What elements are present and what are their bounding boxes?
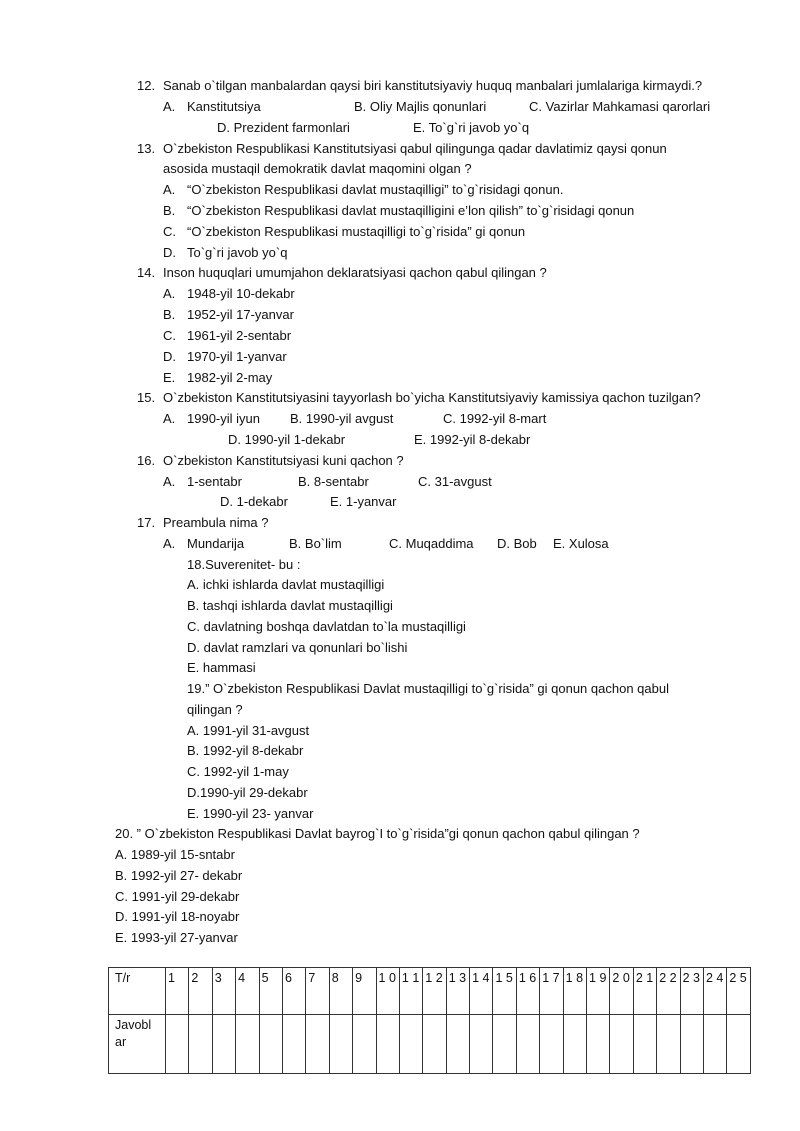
answer-table	[108, 967, 751, 1074]
answer-table-answer-cell[interactable]	[633, 1015, 656, 1074]
answer-table-answer-cell[interactable]	[516, 1015, 539, 1074]
q13-option-c-letter: C.	[163, 224, 176, 239]
answer-table-answer-cell[interactable]	[189, 1015, 212, 1074]
q19-option-a: A. 1991-yil 31-avgust	[187, 723, 310, 738]
q19-option-c: C. 1992-yil 1-may	[187, 764, 289, 779]
q16-text: O`zbekiston Kanstitutsiyasi kuni qachon ?	[163, 453, 404, 468]
q20-option-b: B. 1992-yil 27- dekabr	[115, 868, 243, 883]
answer-table-number-cell: 1 7	[540, 968, 563, 1015]
answer-table-answer-cell[interactable]	[446, 1015, 469, 1074]
q18-option-d: D. davlat ramzlari va qonunlari bo`lishi	[187, 640, 408, 655]
q12-option-a: Kanstitutsiya	[187, 99, 261, 114]
q15-number: 15.	[137, 390, 156, 405]
q13-option-c: “O`zbekiston Respublikasi mustaqilligi to`g`risida” gi qonun	[187, 224, 526, 239]
answer-table-answer-cell[interactable]	[236, 1015, 259, 1074]
answer-table-number-cell: 5	[259, 968, 282, 1015]
answer-table-answer-cell[interactable]	[680, 1015, 703, 1074]
q17-option-a: Mundarija	[187, 536, 245, 551]
q12-option-b: B. Oliy Majlis qonunlari	[354, 99, 487, 114]
answer-table-number-cell: 3	[212, 968, 235, 1015]
q14-option-b-letter: B.	[163, 307, 176, 322]
answer-table-number-cell: 1 3	[446, 968, 469, 1015]
q19-option-e: E. 1990-yil 23- yanvar	[187, 806, 314, 821]
q20-option-d: D. 1991-yil 18-noyabr	[115, 909, 240, 924]
answer-table-number-cell: 6	[282, 968, 305, 1015]
answer-table-answers-label: Javobl ar	[109, 1015, 166, 1074]
q20-text: 20. ” O`zbekiston Respublikasi Davlat bayrog`I to`g`risida”gi qonun qachon qabul qilingan ?	[115, 826, 640, 841]
q14-option-d: 1970-yil 1-yanvar	[187, 349, 287, 364]
q13-option-d: To`g`ri javob yo`q	[187, 245, 288, 260]
q14-option-a: 1948-yil 10-dekabr	[187, 286, 295, 301]
q15-option-b: B. 1990-yil avgust	[290, 411, 394, 426]
answer-table-answer-cell[interactable]	[563, 1015, 586, 1074]
answer-table-answer-cell[interactable]	[423, 1015, 446, 1074]
answer-table-number-cell: 1 6	[516, 968, 539, 1015]
answer-table-number-cell: 2 4	[703, 968, 726, 1015]
q19-text-line1: 19.” O`zbekiston Respublikasi Davlat mustaqilligi to`g`risida” gi qonun qachon qabul	[187, 681, 669, 696]
answer-table-number-cell: 8	[329, 968, 352, 1015]
q13-option-d-letter: D.	[163, 245, 176, 260]
q12-text: Sanab o`tilgan manbalardan qaysi biri kanstitutsiyaviy huquq manbalari jumlalariga kirmaydi.?	[163, 78, 703, 93]
answer-table-number-cell: 7	[306, 968, 329, 1015]
q19-option-b: B. 1992-yil 8-dekabr	[187, 743, 304, 758]
q16-number: 16.	[137, 453, 156, 468]
q17-option-d: D. Bob	[497, 536, 537, 551]
answer-table-number-cell: 1 4	[470, 968, 493, 1015]
answer-table-answer-cell[interactable]	[540, 1015, 563, 1074]
q15-option-a-letter: A.	[163, 411, 176, 426]
answer-table-answer-cell[interactable]	[166, 1015, 189, 1074]
answer-table-number-cell: 1 1	[399, 968, 422, 1015]
q18-option-b: B. tashqi ishlarda davlat mustaqilligi	[187, 598, 393, 613]
q16-option-c: C. 31-avgust	[418, 474, 492, 489]
answer-table-answer-cell[interactable]	[587, 1015, 610, 1074]
answer-table-answer-cell[interactable]	[493, 1015, 516, 1074]
q18-text: 18.Suverenitet- bu :	[187, 557, 301, 572]
answer-table-number-cell: 2 2	[657, 968, 680, 1015]
answer-table-answer-cell[interactable]	[610, 1015, 633, 1074]
answer-table-number-cell: 1 0	[376, 968, 399, 1015]
answer-table-number-cell: 1 2	[423, 968, 446, 1015]
q14-option-a-letter: A.	[163, 286, 176, 301]
answer-table-number-cell: 4	[236, 968, 259, 1015]
q13-option-b-letter: B.	[163, 203, 176, 218]
q17-option-c: C. Muqaddima	[389, 536, 474, 551]
q16-option-d: D. 1-dekabr	[220, 494, 288, 509]
q16-option-e: E. 1-yanvar	[330, 494, 397, 509]
answer-table-tr-label: T/r	[109, 968, 166, 1015]
answer-table-answer-cell[interactable]	[306, 1015, 329, 1074]
answer-table-answer-cell[interactable]	[470, 1015, 493, 1074]
q13-text-line1: O`zbekiston Respublikasi Kanstitutsiyasi qabul qilingunga qadar davlatimiz qaysi qonun	[163, 141, 667, 156]
answer-table-number-cell: 2	[189, 968, 212, 1015]
q14-option-e-letter: E.	[163, 370, 176, 385]
q15-option-a: 1990-yil iyun	[187, 411, 260, 426]
answer-table-answer-cell[interactable]	[329, 1015, 352, 1074]
answer-table-answer-cell[interactable]	[282, 1015, 305, 1074]
answer-table-answer-cell[interactable]	[399, 1015, 422, 1074]
answer-table-number-cell: 2 1	[633, 968, 656, 1015]
q14-option-d-letter: D.	[163, 349, 176, 364]
answer-table-number-cell: 2 5	[727, 968, 751, 1015]
answer-table-answer-cell[interactable]	[657, 1015, 680, 1074]
answer-table-answer-cell[interactable]	[353, 1015, 376, 1074]
q16-option-a-letter: A.	[163, 474, 176, 489]
answer-table-number-cell: 2 0	[610, 968, 633, 1015]
answer-table-answer-cell[interactable]	[727, 1015, 751, 1074]
q14-option-c: 1961-yil 2-sentabr	[187, 328, 292, 343]
q17-text: Preambula nima ?	[163, 515, 269, 530]
q18-option-c: C. davlatning boshqa davlatdan to`la mustaqilligi	[187, 619, 466, 634]
q17-option-e: E. Xulosa	[553, 536, 609, 551]
q13-option-a-letter: A.	[163, 182, 176, 197]
q16-option-b: B. 8-sentabr	[298, 474, 369, 489]
q15-option-c: C. 1992-yil 8-mart	[443, 411, 547, 426]
q15-option-d: D. 1990-yil 1-dekabr	[228, 432, 346, 447]
q14-option-b: 1952-yil 17-yanvar	[187, 307, 294, 322]
q12-option-d: D. Prezident farmonlari	[217, 120, 350, 135]
q14-option-c-letter: C.	[163, 328, 176, 343]
q20-option-a: A. 1989-yil 15-sntabr	[115, 847, 235, 862]
q12-option-e: E. To`g`ri javob yo`q	[413, 120, 530, 135]
answer-table-answer-cell[interactable]	[703, 1015, 726, 1074]
q12-number: 12.	[137, 78, 156, 93]
q13-option-b: “O`zbekiston Respublikasi davlat mustaqilligini e’lon qilish” to`g`risidagi qonun	[187, 203, 635, 218]
answer-table-header-row	[109, 968, 751, 1015]
answer-table-answer-cell[interactable]	[212, 1015, 235, 1074]
q15-text: O`zbekiston Kanstitutsiyasini tayyorlash bo`yicha Kanstitutsiyaviy kamissiya qachon tuzilgan?	[163, 390, 701, 405]
answer-table-answers-row	[109, 1015, 751, 1074]
answer-table-number-cell: 1 8	[563, 968, 586, 1015]
q18-option-e: E. hammasi	[187, 660, 256, 675]
q19-text-line2: qilingan ?	[187, 702, 243, 717]
q20-option-c: C. 1991-yil 29-dekabr	[115, 889, 240, 904]
q17-option-b: B. Bo`lim	[289, 536, 342, 551]
q14-number: 14.	[137, 265, 156, 280]
q14-option-e: 1982-yil 2-may	[187, 370, 273, 385]
q13-text-line2: asosida mustaqil demokratik davlat maqomini olgan ?	[163, 161, 472, 176]
q16-option-a: 1-sentabr	[187, 474, 242, 489]
q17-number: 17.	[137, 515, 156, 530]
q18-option-a: A. ichki ishlarda davlat mustaqilligi	[187, 577, 385, 592]
q17-option-a-letter: A.	[163, 536, 176, 551]
answer-table-number-cell: 9	[353, 968, 376, 1015]
answer-table-answer-cell[interactable]	[376, 1015, 399, 1074]
answer-table-answer-cell[interactable]	[259, 1015, 282, 1074]
q12-option-c: C. Vazirlar Mahkamasi qarorlari	[529, 99, 711, 114]
q19-option-d: D.1990-yil 29-dekabr	[187, 785, 308, 800]
q20-option-e: E. 1993-yil 27-yanvar	[115, 930, 238, 945]
answer-table-number-cell: 2 3	[680, 968, 703, 1015]
q12-option-a-letter: A.	[163, 99, 176, 114]
q13-option-a: “O`zbekiston Respublikasi davlat mustaqilligi” to`g`risidagi qonun.	[187, 182, 564, 197]
answer-table-number-cell: 1 9	[587, 968, 610, 1015]
q15-option-e: E. 1992-yil 8-dekabr	[414, 432, 531, 447]
q13-number: 13.	[137, 141, 156, 156]
answer-table-number-cell: 1	[166, 968, 189, 1015]
q14-text: Inson huquqlari umumjahon deklaratsiyasi qachon qabul qilingan ?	[163, 265, 547, 280]
answer-table-number-cell: 1 5	[493, 968, 516, 1015]
